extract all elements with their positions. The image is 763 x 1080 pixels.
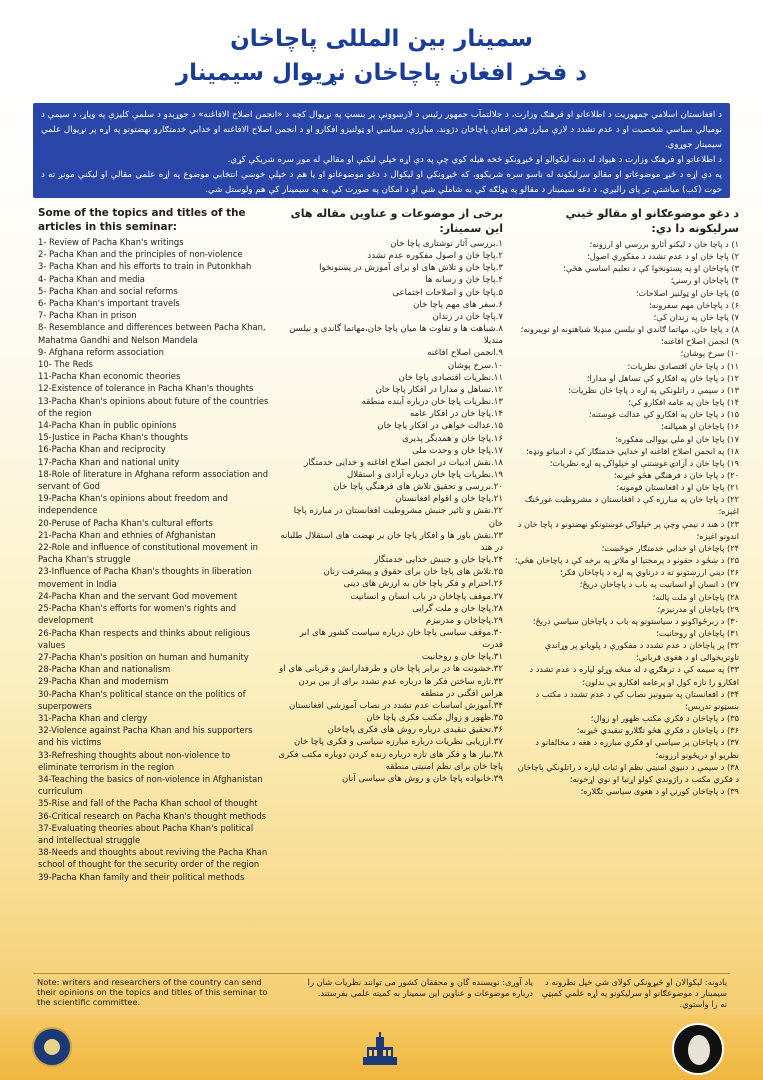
english-heading: Some of the topics and titles of the articles in this seminar:: [38, 207, 246, 233]
topic-item: ۳) پاچاخان او په پښتونخوا کې د تعلیم اساسي هڅې؛: [563, 263, 739, 274]
topic-item: ۳۴.آموزش اساسات عدم تشدد در نصاب آموزشی افغانستان: [289, 700, 503, 711]
topic-item: ۲۸) پاچاخان او ملت پالنه؛: [652, 591, 739, 602]
topic-item: ۳۴) د افغانستان په ښوونیز نصاب کې د عدم تشدد د مکتب د بنسټونو تدریس؛: [535, 688, 739, 711]
topic-item: ۸) د پاچا خان، مهاتما ګاندي او نیلسن منډیلا شباهتونه او توپیرونه؛: [520, 324, 739, 335]
topic-item: ۲۱.پاچا خان و اقوام افغانستان: [395, 494, 503, 505]
topic-item: ۱۶.پاچا خان و همدیگر پذیری: [402, 433, 503, 444]
header: [0, 0, 763, 100]
topic-item: ۳۹) د پاچاخان کورنۍ او د هغوی سیاسي تګلاره؛: [580, 786, 739, 797]
topic-item: ۱۷) پاچا خان او ملي یووالی مفکوره؛: [615, 433, 739, 444]
topic-item: ۳۲.خشونت ها در برابر پاچا خان و طرفدارانش و قربانی های او: [279, 664, 503, 675]
topic-item: 15-Justice in Pacha Khan's thoughts: [38, 432, 188, 443]
topic-item: ۲۹.پاچاخان و مدرنیزم: [425, 615, 503, 626]
intro-box: [33, 103, 730, 198]
topic-item: ۲۶.احترام و فکر پاچا خان به ارزش های دینی: [343, 579, 503, 590]
intro-paragraph: په دې اړه د څیړ موضوعاتو او مقالو سرلیکونه له ناسو سره شریکوو، که څیړونکي او لیکوال د دغو موضوعاتو او یا هم د خپلې خوښې انتخابي موضوع په اړه علمي مقالې او لیکنې مونږ ته د حوت (کب) میاشتې تر پای رالیږي، د دغه سیمینار د مقالو په ټولګه کې به شاملې شي او د امکان په صورت کې به په سیمینار کې هم ولوستل شي.: [41, 170, 722, 195]
topic-item: ۵) پاچا خان او ټولنیز اصلاحات؛: [635, 287, 739, 298]
topic-item: ۴.پاچا خان و رسانه ها: [425, 275, 503, 286]
topic-item: 19-Pacha Khan's opinions about freedom and independence: [38, 493, 228, 516]
topic-item: ۳۸) د سیمې د دنیوي امنیتي نظم او ثبات لپاره د راتلونکي پاچاخان د فکري مکتب د راژوندي کولو اړتیا او نوي اړخونه؛: [517, 761, 739, 784]
topic-item: ۵.پاچا خان و اصلاحات اجتماعی: [392, 287, 503, 298]
topic-item: ۲۲.نقش و تاثیر جنبش مشروطیت افغانستان در مبارزه پاچا خان: [293, 506, 503, 529]
topic-item: ۳۳.تازه ساختن فکر ها درباره عدم تشدد برای از بین بردن هراس افگنی در منطقه: [298, 676, 503, 699]
topic-item: ۱۶) پاچاخان او همپالنه؛: [661, 421, 739, 432]
topic-item: ۷) پاچا خان په زندان کې؛: [653, 311, 739, 322]
topic-item: ۲۵) د ښځو د حقونو د پرمختیا او ملاتړ په برخه کې د پاچاخان هڅې؛: [514, 555, 739, 566]
topic-item: 18-Role of literature in Afghana reform association and servant of God: [38, 468, 269, 492]
topic-item: 28-Pacha Khan and nationalism: [38, 664, 171, 675]
topic-item: 34-Teaching the basics of non-violence in Afghanistan curriculum: [38, 773, 263, 797]
topic-item: ۲۷) د انسان او انسانیت په باب د پاچاخان دریځ؛: [579, 579, 739, 590]
topic-item: ۳۷) د پاچاخان پر سیاسي او فکري مبارزه د هغه د مخالفانو د نظریو او دریځونو ارزونه؛: [535, 737, 739, 760]
title-pashto: د فخر افغان پاچاخان نړیوال سیمینار: [175, 60, 588, 86]
topic-item: 1- Review of Pacha Khan's writings: [38, 237, 184, 247]
english-topics-column: [38, 206, 270, 883]
topic-item: 12-Existence of tolerance in Pacha Khan's thoughts: [38, 383, 254, 394]
topic-item: ۳۷.ارزیابی نظریات درباره مبارزه سیاسی و فکری پاچا خان: [293, 737, 503, 748]
topic-item: 35-Rise and fall of the Pacha Khan school of thought: [38, 798, 258, 809]
topic-item: 36-Critical research on Pacha Khan's thought methods: [38, 810, 267, 821]
topic-item: 11-Pacha Khan economic theories: [38, 371, 181, 382]
topic-item: ۱۱) د پاچا خان اقتصادي نظریات؛: [627, 360, 739, 371]
topic-item: ۲۲) د پاچا خان په مبارزه کې د افغانستان د مشروطیت غورځنګ اغېزه؛: [524, 494, 739, 517]
topic-item: ۱۵) د پاچا خان په افکارو کې عدالت غوښتنه؛: [588, 409, 739, 420]
topic-item: ۲۵.تلاش های پاچا خان برای حقوق و پیشرفت زنان: [323, 567, 503, 578]
topic-item: ۱) د پاچا خان د لیکنو آثارو بررسي او ارزونه؛: [589, 239, 739, 249]
topic-item: ۲۷.موقف پاچاخان در باب انسان و انسانیت: [350, 591, 503, 602]
topic-item: 39-Pacha Khan family and their political methods: [38, 871, 245, 882]
topic-item: ۹.انجمن اصلاح افاغنه: [427, 348, 503, 359]
topic-item: ۲۱) پاچا خان او د افغانستان قومونه؛: [616, 482, 739, 493]
intro-paragraph: د افغانستان اسلامي جمهوریت د اطلاعاتو او فرهنګ وزارت، د جلالتمآب جمهور رئیس د لارښوونې پر بنسټ په نړیوال کچه د «انجمن اصلاح الافاغنه» د جوړېدو د سلمې کلیزې په ویاړ، د سیمې د نوميالي سیاسي شخصیت او د عدم تشدد د لارې مبارز فخر افغان پاچاخان دژوند، مبارزې، سیاسي او ټولنیزو افکارو او د انجمن اصلاح الافاغنه او خدایي خدمتګارو نهضتونو په اړه پر نړیوال علمي سیمینار جوړوي.: [41, 110, 722, 150]
topic-item: 22-Role and influence of constitutional movement in Pacha Khan's struggle: [38, 542, 258, 565]
topic-item: ۱۱.نظریات اقتصادی پاچا خان: [398, 372, 503, 383]
topic-item: ۱۵.عدالت خواهی در افکار پاچا خان: [377, 421, 503, 432]
topic-item: ۱۸.نقش ادبیات در انجمن اصلاح افاغنه و خدایی خدمتگار: [304, 457, 503, 468]
note-english: Note: writers and researchers of the country can send their opinions on the topics and titles of this seminar to the scientific committee.: [37, 977, 268, 1007]
topic-item: ۶.سفر های مهم پاچا خان: [413, 299, 503, 310]
pacha-khan-portrait: [672, 1023, 724, 1075]
ministry-emblem-icon: [32, 1027, 72, 1067]
topic-item: ۲۰) د پاچا خان د فرهنګي هڅو څېړنه؛: [613, 469, 739, 480]
english-topic-list: [38, 236, 270, 883]
farsi-topic-list: [278, 238, 503, 785]
topic-item: ۱۸) په انجمن اصلاح افاغنه او خدایي خدمتګار کې د ادبیاتو ونډه؛: [526, 445, 739, 456]
footer-bar: [0, 1015, 763, 1080]
topic-item: 30-Pacha Khan's political stance on the politics of superpowers: [38, 688, 246, 711]
topic-item: ۳۳) په سیمه کې د ترهګرۍ د له منځه وړلو لپاره د عدم تشدد د افکارو را تازه کول او پرعامه افکارو یې بدلون؛: [529, 664, 739, 687]
topic-item: ۱۹) پاچا خان د آزادۍ غوښتنې او خپلواکۍ په اړه نظریات؛: [549, 457, 739, 468]
pashto-topics-column: [513, 206, 739, 797]
topic-item: 8- Resemblance and differences between Pacha Khan, Mahatma Gandhi and Nelson Mandela: [38, 322, 266, 345]
topic-item: ۱۴) پاچا خان په عامه افکارو کې؛: [628, 397, 739, 408]
title-persian: سمینار بین المللی پاچاخان: [230, 26, 533, 52]
topic-item: ۱۷.پاچا خان و وحدت ملی: [412, 445, 503, 456]
topic-item: ۳.پاچا خان و تلاش های او برای آموزش در پښتونخوا: [319, 263, 503, 274]
topic-item: ۱.بررسی آثار نوشتاری پاچا خان: [390, 239, 503, 249]
topic-item: 32-Violence against Pacha Khan and his supporters and his victims: [38, 725, 253, 748]
topic-item: ۳۶) د پاچاخان د فکري هڅو تګلارو تنقیدي څیړنه؛: [576, 725, 739, 736]
topic-item: ۹) انجمن اصلاح افاغنه؛: [660, 336, 739, 347]
topic-item: 27-Pacha Khan's position on human and humanity: [38, 651, 249, 662]
topic-item: ۳۲) پر پاچاخان د عدم تشدد د مفکورې د پلویانو پر وړاندې تاوتریخوالی او د هغوی قرباني؛: [544, 640, 739, 663]
topic-item: ۳۹.خانواده پاچا خان و روش های سیاسی آنان: [341, 773, 503, 784]
topic-item: ۳۱) پاچاخان او روحانیت؛: [656, 628, 739, 638]
topic-item: ۲۳) د هند د نیمې وچې پر خپلواکۍ غوښتونکو نهضتونو د پاچا خان د اندونو اغېزه؛: [517, 518, 739, 541]
topic-item: 9- Afghana reform association: [38, 346, 164, 357]
topic-item: ۲۹) پاچاخان او مدرنیزم؛: [657, 603, 739, 614]
topic-item: 16-Pacha Khan and reciprocity: [38, 444, 166, 455]
note-pashto: یادونه: لیکوالان او څیړونکي کولای شي خپل نظرونه د سیمینار د موضوعګانو او سرلیکونو په اړه علمي کمېټې ته را واستوي.: [541, 977, 727, 1009]
topic-item: ۲۴.پاچا خان و جنبش خدایی خدمتگار: [374, 555, 503, 566]
topic-item: 6- Pacha Khan's important travels: [38, 298, 180, 309]
pashto-heading: د دغو موضوعګانو او مقالو څیني سرلیکونه دا دي:: [565, 207, 739, 235]
topic-item: 24-Pacha Khan and the servant God movement: [38, 590, 238, 601]
topic-item: 14-Pacha Khan in public opinions: [38, 420, 177, 431]
topic-item: 38-Needs and thoughts about reviving the Pacha Khan school of thought for the security order of the region: [38, 847, 268, 870]
topic-item: ۱۲.تساهل و مدارا در افکار پاچا خان: [375, 384, 503, 395]
topic-item: ۳۵.ظهور و زوال مکتب فکری پاچا خان: [366, 713, 503, 724]
topic-item: 20-Peruse of Pacha Khan's cultural efforts: [38, 517, 213, 528]
topic-item: ۱۰.سرخ پوشان: [447, 360, 503, 371]
topic-item: 13-Pacha Khan's opinions about future of the countries of the region: [38, 395, 269, 418]
topic-item: ۲۸.پاچا خان و ملت گرایی: [412, 603, 503, 614]
topic-item: ۱۳) د سیمې د راتلونکي په اړه د پاچا خان نظریات؛: [568, 384, 739, 395]
topic-item: 26-Pacha Khan respects and thinks about religious values: [38, 627, 251, 650]
topic-item: 3- Pacha Khan and his efforts to train in Putonkhah: [38, 261, 252, 272]
topic-item: ۱۰) سرخ پوشان؛: [680, 348, 739, 359]
notes-section: [33, 973, 730, 1010]
topic-item: ۶) د پاچاخان مهم سفرونه؛: [649, 299, 739, 310]
topic-item: ۷.پاچا خان در زندان: [432, 311, 503, 322]
topic-item: 21-Pacha Khan and ethnies of Afghanistan: [38, 529, 216, 540]
topic-item: 2- Pacha Khan and the principles of non-violence: [38, 249, 243, 260]
topic-item: ۳۸.نیاز ها و فکر های تازه درباره زنده کردن دوباره مکتب فکری پاچا خان برای نظم امنیتی منطقه: [278, 749, 503, 772]
topic-item: ۳۵) د پاچاخان د فکري مکتب ظهور او زوال؛: [590, 713, 739, 724]
topic-item: ۱۹.نظریات پاچا خان درباره آزادی و استقلال: [347, 469, 503, 480]
topic-item: 37-Evaluating theories about Pacha Khan's political and intellectual struggle: [38, 822, 254, 845]
topic-item: 17-Pacha Khan and national unity: [38, 456, 180, 467]
topic-item: ۲۰.بررسی و تحقیق تلاش های فرهنگی پاچا خان: [333, 482, 503, 493]
topic-item: ۳۶.تحقیق تنقیدی درباره روش های فکری پاچاخان: [327, 725, 503, 736]
topic-item: 29-Pacha Khan and modernism: [38, 676, 169, 687]
topic-item: ۱۴.پاچا خان در افکار عامه: [409, 409, 503, 420]
topic-item: 10- The Reds: [38, 359, 93, 370]
topic-item: ۴) پاچاخان او رسنۍ؛: [670, 275, 739, 286]
topic-item: ۲۶) دیني ارزښتونو ته د درناوي په اړه د پاچاخان فکر؛: [560, 567, 739, 578]
topic-item: 31-Pacha Khan and clergy: [38, 712, 148, 723]
farsi-heading: برخی از موضوعات و عناوین مقاله های این سمینار:: [290, 207, 503, 235]
topic-item: 7- Pacha Khan in prison: [38, 310, 137, 321]
building-logo-icon: [359, 1029, 401, 1071]
topic-item: ۱۳.نظریات پاچا خان درباره آینده منطقه: [361, 397, 503, 408]
farsi-topics-column: [278, 206, 503, 785]
topic-item: ۲۴) پاچاخان او خدایي خدمتګار خوځښت؛: [601, 542, 739, 553]
topic-item: ۳۱.پاچا خان و روحانیت: [421, 652, 503, 663]
topic-item: 23-Influence of Pacha Khan's thoughts in liberation movement in India: [38, 566, 252, 589]
topic-item: ۳۰.موقف سیاسی پاچا خان درباره سیاست کشور های ابر قدرت: [299, 628, 503, 651]
topic-item: ۲۳.نقش باور ها و افکار پاچا خان بر نهضت های استقلال طلبانه در هند: [280, 530, 503, 553]
topic-item: ۲.پاچا خان و اصول مفکوره عدم تشدد: [367, 251, 503, 262]
topic-item: ۲) پاچا خان او د عدم تشدد د مفکورې اصول؛: [587, 251, 739, 262]
pashto-topic-list: [513, 238, 739, 797]
intro-paragraph: د اطلاعاتو او فرهنګ وزارت د هیواد له دننه لیکوالو او څیړونکو څخه هیله کوي چې په دې اړه خپلې لیکنې او مقالې له موږ سره شریکې کړي.: [227, 155, 722, 165]
topic-item: 25-Pacha Khan's efforts for women's rights and development: [38, 603, 237, 626]
topic-item: ۱۲) د پاچا خان په افکارو کې تساهل او مدارا؛: [586, 372, 739, 383]
topic-item: 33-Refreshing thoughts about non-violence to eliminate terrorism in the region: [38, 749, 231, 772]
topic-item: ۸.شباهت ها و تفاوت ها میان پاچا خان،مهاتما گاندی و نیلسن منديلا: [289, 324, 503, 347]
note-farsi: یاد آوری: نویسنده گان و محققان کشور می توانند نظریات شان را درباره موضوعات و عناوین این سمینار به کمیته علمی بفرستند.: [307, 977, 533, 998]
topic-item: 5- Pacha Khan and social reforms: [38, 285, 178, 296]
topic-item: ۳۰) د زبرځواکونو د سیاستونو په باب د پاچاخان سیاسي دریځ؛: [532, 615, 739, 626]
topic-item: 4- Pacha Khan and media: [38, 273, 145, 284]
